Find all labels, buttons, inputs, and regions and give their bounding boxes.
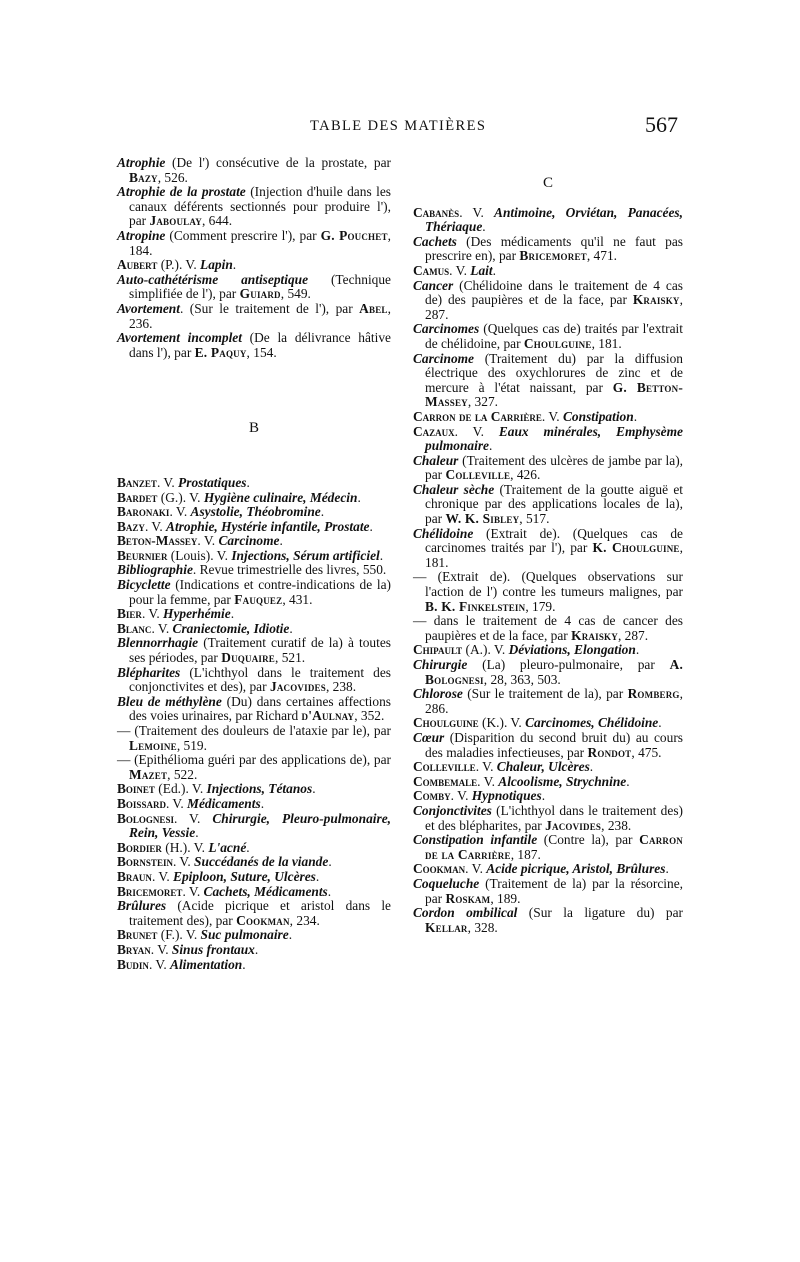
index-entry — [413, 775, 683, 790]
entry-headword: Boissard — [117, 795, 166, 811]
entry-term: Bibliographie — [117, 562, 193, 578]
entry-text: . V. — [454, 423, 499, 439]
index-entry — [117, 943, 391, 958]
entry-term: Epiploon, Suture, Ulcères — [173, 868, 316, 884]
entry-text: (L'ichthyol dans le traitement des) et des blépharites, par — [425, 802, 683, 833]
index-entry — [413, 279, 683, 323]
index-entry — [413, 789, 683, 804]
index-entry — [117, 258, 391, 273]
entry-text: , 522. — [167, 766, 198, 782]
entry-text: , 521. — [275, 650, 306, 666]
entry-text: . — [633, 408, 638, 424]
index-entry — [117, 578, 391, 607]
index-entry — [117, 870, 391, 885]
index-entry — [413, 454, 683, 483]
entry-text: (Comment prescrire l'), par — [165, 227, 321, 243]
entry-text: . V. — [541, 408, 563, 424]
entry-text: , 519. — [176, 737, 207, 753]
entry-text: , 352. — [354, 708, 385, 724]
entry-headword: Carron de la Carrière — [413, 408, 542, 424]
entry-headword: Combemale — [413, 773, 478, 789]
index-entry — [413, 716, 683, 731]
entry-text: . — [260, 795, 265, 811]
entry-headword: Bordier — [117, 839, 162, 855]
entry-headword: Chipault — [413, 642, 463, 658]
entry-term: Lait — [470, 262, 493, 278]
entry-text: (Traitement de la goutte aiguë et chronique par des applications locales de la), par — [425, 481, 684, 527]
entry-list-c — [413, 206, 683, 936]
entry-text: , 328. — [467, 919, 498, 935]
index-entry — [117, 476, 391, 491]
entry-author: Lemoine — [129, 737, 177, 753]
index-entry — [117, 534, 391, 549]
entry-term: Hyperhémie — [163, 606, 231, 622]
entry-text: . V. — [151, 868, 174, 884]
entry-text: . V. — [148, 956, 171, 972]
index-entry — [413, 570, 683, 614]
entry-term: Bleu de méthylène — [117, 693, 222, 709]
entry-text: . — [230, 606, 235, 622]
entry-term: Cordon ombilical — [413, 905, 518, 921]
index-entry — [413, 352, 683, 410]
entry-text: , 234. — [289, 912, 320, 928]
entry-text: . — [279, 533, 283, 549]
entry-author: Cookman — [236, 912, 290, 928]
entry-text: . — [328, 854, 332, 870]
entry-term: Eaux minérales, Emphysème pulmonaire — [425, 423, 683, 454]
entry-term: Alimentation — [170, 956, 243, 972]
entry-text: , 426. — [510, 467, 541, 483]
entry-text: (Contre la), par — [537, 832, 640, 848]
entry-text: — (Extrait de). (Quelques observations sur l'action de l') contre les tumeurs malignes, par — [413, 569, 683, 600]
entry-term: Carcinomes — [413, 321, 480, 337]
entry-text: , 238. — [601, 817, 632, 833]
entry-author: Abel — [359, 300, 388, 316]
index-entry — [117, 520, 391, 535]
entry-term: Injections, Tétanos — [206, 781, 313, 797]
entry-text: (L'ichthyol dans le traitement des conjonctivites et des), par — [129, 664, 391, 695]
entry-author: G. Pouchet — [320, 227, 388, 243]
section-letter-b: B — [248, 420, 259, 437]
entry-text: , 475. — [631, 744, 662, 760]
entry-text: , 549. — [280, 286, 311, 302]
index-entry — [117, 812, 391, 841]
entry-term: Carcinome — [413, 350, 475, 366]
entry-term: Bicyclette — [117, 577, 171, 593]
entry-text: . V. — [475, 759, 497, 775]
entry-headword: Budin — [117, 956, 149, 972]
entry-author: Duquaire — [221, 650, 275, 666]
entry-text: , 644. — [201, 213, 233, 229]
entry-text: . — [369, 518, 373, 534]
entry-term: Cœur — [413, 729, 445, 745]
index-entry — [117, 549, 391, 564]
entry-text: . — [635, 642, 640, 658]
index-entry — [117, 331, 391, 360]
index-entry — [117, 505, 391, 520]
entry-text: (Injection d'huile dans les canaux déférents sectionnés pour produire l'), par — [129, 184, 392, 229]
entry-text: , 28, 363, 503. — [483, 671, 561, 687]
entry-text: (De la délivrance hâtive dans l'), par — [129, 330, 391, 360]
entry-term: Sinus frontaux — [171, 941, 255, 957]
entry-text: , 327. — [467, 394, 498, 410]
entry-text: . V. — [173, 810, 213, 826]
entry-term: Carcinomes, Chélidoine — [525, 715, 659, 731]
entry-author: Choulguine — [523, 335, 592, 351]
entry-term: Carcinome — [218, 533, 280, 549]
entry-term: L'acné — [208, 839, 247, 855]
entry-author: K. Choulguine — [592, 540, 680, 556]
index-entry — [117, 695, 391, 724]
entry-term: Injections, Sérum artificiel — [231, 547, 380, 563]
index-entry — [413, 322, 683, 351]
entry-text: , 287. — [425, 292, 683, 322]
index-entry — [413, 643, 683, 658]
entry-text: . — [254, 941, 259, 957]
entry-term: Atrophie de la prostate — [117, 184, 246, 200]
index-entry — [117, 899, 391, 928]
entry-term: Asystolie, Théobromine — [190, 504, 321, 520]
entry-text: . — [482, 219, 486, 235]
entry-term: Déviations, Elongation — [508, 642, 636, 658]
entry-headword: Boinet — [117, 781, 155, 797]
entry-text: . — [195, 825, 199, 841]
entry-text: . — [315, 868, 320, 884]
entry-text: , 287. — [617, 627, 649, 643]
entry-term: Succédanés de la viande — [194, 854, 329, 870]
index-column-left — [117, 156, 391, 972]
index-entry — [413, 687, 683, 716]
entry-headword: Comby — [413, 788, 451, 804]
entry-author: Bazy — [129, 169, 158, 185]
entry-text: . V. — [197, 533, 219, 549]
entry-headword: Bazy — [117, 518, 145, 534]
entry-headword: Cabanès — [413, 204, 460, 220]
entry-text: , 189. — [490, 890, 521, 906]
entry-text: , 431. — [282, 591, 313, 607]
index-entry — [117, 724, 391, 753]
entry-list-b — [117, 476, 391, 972]
entry-headword: Bornstein — [117, 854, 173, 870]
entry-text: (Sur la ligature du) par — [517, 905, 683, 921]
entry-text: (Quelques cas de) traités par l'extrait de chélidoine, par — [425, 321, 683, 351]
entry-text: (Louis). V. — [167, 547, 232, 563]
index-entry — [117, 229, 391, 258]
entry-headword: Choulguine — [413, 715, 479, 731]
entry-text: (Indications et contre-indications de la) pour la femme, par — [129, 577, 391, 607]
index-entry — [413, 206, 683, 235]
index-entry — [413, 614, 683, 643]
entry-text: , 286. — [425, 686, 683, 716]
entry-text: . Revue trimestrielle des livres, 550. — [192, 562, 387, 578]
index-entry — [413, 906, 683, 935]
index-entry — [413, 425, 683, 454]
entry-text: . V. — [182, 883, 204, 899]
entry-term: Chirurgie — [413, 657, 468, 672]
entry-term: Chélidoine — [413, 525, 474, 541]
entry-term: Acide picrique, Aristol, Brûlures — [486, 861, 666, 877]
entry-term: Constipation — [563, 408, 634, 424]
index-entry — [117, 607, 391, 622]
index-entry — [413, 877, 683, 906]
entry-text: . V. — [172, 854, 195, 870]
entry-text: . — [327, 883, 332, 899]
entry-text: (P.). V. — [157, 257, 201, 273]
entry-text: (G.). V. — [157, 489, 204, 505]
entry-author: Rondot — [587, 744, 632, 760]
entry-text: . V. — [477, 773, 499, 789]
entry-author: Kellar — [425, 919, 468, 935]
entry-term: Chaleur sèche — [413, 481, 495, 497]
entry-text: . — [541, 788, 546, 804]
entry-term: Chaleur, Ulcères — [496, 759, 590, 775]
entry-term: Antimoine, Orviétan, Panacées, Thériaque — [425, 204, 683, 235]
entry-author: d'Aulnay — [301, 708, 355, 724]
section-letter-c: C — [542, 175, 553, 191]
entry-headword: Colleville — [413, 759, 476, 775]
entry-text: , 181. — [591, 335, 622, 351]
index-entry — [117, 563, 391, 578]
entry-list-a — [117, 156, 391, 360]
entry-term: Avortement — [117, 300, 180, 316]
entry-term: Cancer — [413, 277, 454, 293]
entry-text: . V. — [450, 788, 472, 804]
index-entry — [413, 833, 683, 862]
entry-author: G. Betton-Massey — [425, 379, 683, 410]
entry-text: — (Traitement des douleurs de l'ataxie par le), par — [117, 723, 391, 738]
entry-text: . V. — [151, 620, 173, 636]
entry-text: . — [320, 504, 325, 520]
index-entry — [117, 855, 391, 870]
entry-term: Hygiène culinaire, Médecin — [203, 489, 358, 505]
entry-text: . V. — [459, 204, 495, 220]
entry-term: Chaleur — [413, 452, 459, 468]
entry-text: . V. — [150, 941, 172, 957]
index-entry — [117, 302, 391, 331]
entry-text: . — [288, 927, 293, 943]
entry-text: (Du) dans certaines affections des voies urinaires, par Richard — [129, 693, 391, 724]
entry-text: . V. — [144, 518, 167, 534]
entry-text: (Technique simplifiée de l'), par — [129, 271, 391, 302]
index-column-right — [413, 176, 683, 935]
entry-text: . — [312, 781, 316, 797]
entry-term: Atrophie — [117, 155, 166, 170]
entry-text: (Ed.). V. — [154, 781, 207, 797]
entry-text: . — [626, 773, 630, 789]
entry-text: (Chélidoine dans le traitement de 4 cas de) des paupières et de la face, par — [425, 277, 683, 308]
entry-text: (Traitement des ulcères de jambe par la), par — [425, 452, 683, 483]
index-entry — [413, 410, 683, 425]
entry-text: . V. — [465, 861, 487, 877]
entry-text: . — [289, 620, 293, 636]
entry-headword: Bryan — [117, 941, 151, 957]
entry-term: Conjonctivites — [413, 802, 492, 818]
entry-term: Alcoolisme, Strychnine — [498, 773, 627, 789]
index-entry — [117, 622, 391, 637]
entry-text: (K.). V. — [478, 715, 526, 731]
entry-text: . — [246, 474, 250, 490]
entry-text: . — [589, 759, 594, 775]
entry-text: , 517. — [519, 511, 550, 527]
entry-text: . V. — [169, 504, 191, 520]
entry-author: A. Bolognesi — [425, 657, 683, 687]
entry-term: Lapin — [200, 257, 233, 273]
index-entry — [117, 666, 391, 695]
entry-text: (F.). V. — [157, 927, 201, 943]
entry-text: . — [665, 861, 669, 877]
entry-term: Suc pulmonaire — [200, 927, 289, 943]
entry-author: Kraisky — [632, 292, 680, 308]
entry-headword: Beurnier — [117, 547, 168, 563]
entry-text: , 236. — [129, 300, 391, 331]
entry-text: (De l') consécutive de la prostate, par — [165, 155, 391, 170]
entry-text: , 238. — [325, 679, 357, 695]
entry-headword: Brunet — [117, 927, 158, 943]
entry-headword: Camus — [413, 262, 450, 278]
index-entry — [413, 527, 683, 571]
entry-term: Avortement incomplet — [117, 330, 242, 346]
entry-headword: Cazaux — [413, 423, 455, 439]
entry-headword: Bardet — [117, 489, 158, 505]
entry-text: (La) pleuro-pulmonaire, par — [467, 657, 670, 672]
entry-term: Hypnotiques — [471, 788, 542, 804]
entry-author: Jacovides — [545, 817, 602, 833]
entry-term: Atrophie, Hystérie infantile, Prostate — [166, 518, 370, 534]
index-entry — [117, 185, 391, 229]
entry-author: Mazet — [129, 766, 168, 782]
entry-term: Brûlures — [117, 898, 167, 914]
index-entry — [117, 958, 391, 973]
entry-term: Constipation infantile — [413, 832, 538, 848]
entry-author: Roskam — [445, 890, 491, 906]
entry-text: . — [242, 956, 246, 972]
entry-text: , 179. — [525, 598, 556, 614]
entry-headword: Blanc — [117, 620, 152, 636]
entry-term: Prostatiques — [178, 474, 247, 490]
entry-text: . V. — [156, 474, 179, 490]
entry-term: Cachets, Médicaments — [203, 883, 328, 899]
entry-term: Chirurgie, Pleuro-pulmonaire, Rein, Vessie — [129, 810, 391, 841]
entry-text: . V. — [165, 795, 188, 811]
entry-text: , 181. — [425, 540, 683, 570]
entry-author: Jacovides — [269, 679, 326, 695]
running-head: TABLE DES MATIÈRES — [310, 118, 487, 134]
entry-text: , 526. — [157, 169, 188, 185]
index-entry — [117, 753, 391, 782]
index-entry — [413, 731, 683, 760]
entry-text: , 184. — [129, 227, 392, 258]
entry-text: . — [379, 547, 384, 563]
entry-text: , 471. — [586, 248, 617, 264]
entry-headword: Beton-Massey — [117, 533, 198, 549]
entry-text: (H.). V. — [161, 839, 209, 855]
entry-text: — (Epithélioma guéri par des applications de), par — [117, 752, 391, 768]
entry-author: Jaboulay — [149, 213, 202, 229]
entry-text: (Des médicaments qu'il ne faut pas prescrire en), par — [425, 233, 683, 264]
entry-text: (Traitement curatif de la) à toutes ses périodes, par — [129, 635, 391, 666]
entry-text: . V. — [449, 262, 471, 278]
entry-headword: Bier — [117, 606, 142, 622]
index-entry — [117, 885, 391, 900]
entry-author: Colleville — [445, 467, 511, 483]
entry-text: . — [246, 839, 250, 855]
entry-text: . (Sur le traitement de l'), par — [179, 300, 360, 316]
entry-text: (Sur le traitement de la), par — [462, 686, 628, 702]
index-entry — [117, 491, 391, 506]
index-entry — [413, 658, 683, 687]
entry-term: Coqueluche — [413, 875, 480, 891]
entry-text: — dans le traitement de 4 cas de cancer des paupières et de la face, par — [413, 613, 683, 643]
entry-term: Médicaments — [187, 795, 261, 811]
entry-author: Fauquez — [234, 591, 283, 607]
entry-headword: Aubert — [117, 257, 158, 273]
index-entry — [117, 797, 391, 812]
entry-author: Guiard — [239, 286, 281, 302]
entry-headword: Baronaki — [117, 504, 170, 520]
entry-headword: Banzet — [117, 474, 157, 490]
entry-author: Carron de la Carrière — [425, 832, 683, 862]
index-entry — [117, 782, 391, 797]
index-entry — [413, 862, 683, 877]
index-entry — [413, 760, 683, 775]
entry-text: (A.). V. — [462, 642, 509, 658]
entry-text: (Acide picrique et aristol dans le traitement des), par — [129, 898, 391, 928]
index-entry — [413, 235, 683, 264]
entry-term: Auto-cathétérisme antiseptique — [117, 271, 309, 287]
entry-text: , 187. — [510, 846, 541, 862]
entry-text: . — [232, 257, 237, 273]
page-number: 567 — [645, 112, 678, 137]
entry-text: . — [357, 489, 361, 505]
entry-text: , 154. — [246, 344, 277, 360]
entry-headword: Bricemoret — [117, 883, 183, 899]
entry-term: Cachets — [413, 233, 457, 249]
entry-term: Craniectomie, Idiotie — [172, 620, 290, 636]
entry-headword: Bolognesi — [117, 810, 174, 826]
entry-author: Kraisky — [571, 627, 618, 643]
index-entry — [413, 264, 683, 279]
index-entry — [117, 273, 391, 302]
index-entry — [413, 483, 683, 527]
entry-author: B. K. Finkelstein — [425, 598, 526, 614]
entry-text: (Disparition du second bruit du) au cours des maladies infectieuses, par — [425, 729, 683, 760]
entry-author: W. K. Sibley — [445, 511, 520, 527]
entry-text: (Traitement de la) par la résorcine, par — [425, 875, 683, 906]
index-entry — [117, 928, 391, 943]
entry-text: . — [658, 715, 662, 731]
index-entry — [413, 804, 683, 833]
entry-author: Romberg — [627, 686, 680, 702]
entry-author: E. Paquy — [194, 344, 247, 360]
index-entry — [117, 156, 391, 185]
entry-term: Blépharites — [117, 664, 181, 680]
entry-term: Atropine — [117, 227, 166, 243]
entry-headword: Cookman — [413, 861, 466, 877]
entry-text: . — [492, 262, 496, 278]
entry-term: Blennorrhagie — [117, 635, 199, 651]
entry-text: . — [489, 438, 493, 454]
entry-term: Chlorose — [413, 686, 463, 702]
index-entry — [117, 841, 391, 856]
entry-text: (Extrait de). (Quelques cas de carcinomes traités par l'), par — [425, 525, 683, 556]
entry-headword: Braun — [117, 868, 152, 884]
index-entry — [117, 636, 391, 665]
entry-text: (Traitement du) par la diffusion électrique des oxychlorures de zinc et de mercure à l'état naissant, par — [425, 350, 683, 395]
entry-text: . V. — [141, 606, 164, 622]
entry-author: Bricemoret — [519, 248, 587, 264]
